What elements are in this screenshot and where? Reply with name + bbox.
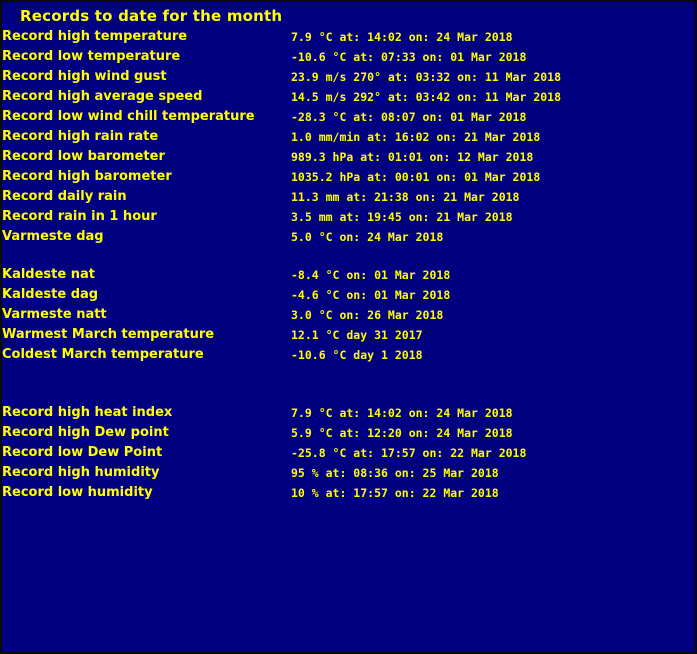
- record-label: Record high temperature: [2, 29, 188, 44]
- record-value: 1.0 mm/min at: 16:02 on: 21 Mar 2018: [291, 130, 541, 144]
- record-label: Coldest March temperature: [2, 347, 204, 362]
- record-value: 3.5 mm at: 19:45 on: 21 Mar 2018: [291, 210, 513, 224]
- table-row: [2, 227, 695, 247]
- table-row: [2, 443, 695, 463]
- record-value: 5.9 °C at: 12:20 on: 24 Mar 2018: [291, 426, 513, 440]
- record-label: Record daily rain: [2, 189, 127, 204]
- records-table-body: [2, 27, 695, 503]
- record-value: 10 % at: 17:57 on: 22 Mar 2018: [291, 486, 499, 500]
- record-label: Record high rain rate: [2, 129, 159, 144]
- table-row: [2, 147, 695, 167]
- spacer-cell: [2, 365, 695, 403]
- table-row: [2, 305, 695, 325]
- table-row: [2, 107, 695, 127]
- table-row: [2, 27, 695, 47]
- record-label: Record high Dew point: [2, 425, 169, 440]
- record-label: Varmeste natt: [2, 307, 107, 322]
- table-row: [2, 423, 695, 443]
- records-table: [2, 27, 695, 503]
- record-value: 989.3 hPa at: 01:01 on: 12 Mar 2018: [291, 150, 534, 164]
- table-row: [2, 127, 695, 147]
- record-value: -8.4 °C on: 01 Mar 2018: [291, 268, 451, 282]
- record-label: Record high average speed: [2, 89, 203, 104]
- table-spacer: [2, 365, 695, 403]
- record-label: Record high humidity: [2, 465, 160, 480]
- record-label: Record low Dew Point: [2, 445, 163, 460]
- table-row: [2, 403, 695, 423]
- record-value: 7.9 °C at: 14:02 on: 24 Mar 2018: [291, 406, 513, 420]
- record-label: Record high heat index: [2, 405, 173, 420]
- record-value: 23.9 m/s 270° at: 03:32 on: 11 Mar 2018: [291, 70, 562, 84]
- record-label: Record low temperature: [2, 49, 181, 64]
- table-row: [2, 167, 695, 187]
- record-value: 14.5 m/s 292° at: 03:42 on: 11 Mar 2018: [291, 90, 562, 104]
- table-row: [2, 285, 695, 305]
- record-label: Varmeste dag: [2, 229, 104, 244]
- record-value: -25.8 °C at: 17:57 on: 22 Mar 2018: [291, 446, 527, 460]
- table-row: [2, 483, 695, 503]
- record-label: Record low humidity: [2, 485, 153, 500]
- record-label: Kaldeste nat: [2, 267, 95, 282]
- table-spacer: [2, 247, 695, 265]
- record-value: 1035.2 hPa at: 00:01 on: 01 Mar 2018: [291, 170, 541, 184]
- record-label: Record high wind gust: [2, 69, 167, 84]
- table-row: [2, 345, 695, 365]
- table-row: [2, 325, 695, 345]
- record-value: 95 % at: 08:36 on: 25 Mar 2018: [291, 466, 499, 480]
- record-label: Record high barometer: [2, 169, 172, 184]
- record-value: 3.0 °C on: 26 Mar 2018: [291, 308, 444, 322]
- table-row: [2, 67, 695, 87]
- table-row: [2, 463, 695, 483]
- record-value: -4.6 °C on: 01 Mar 2018: [291, 288, 451, 302]
- table-row: [2, 187, 695, 207]
- record-value: 7.9 °C at: 14:02 on: 24 Mar 2018: [291, 30, 513, 44]
- record-label: Warmest March temperature: [2, 327, 215, 342]
- table-row: [2, 47, 695, 67]
- table-row: [2, 265, 695, 285]
- table-row: [2, 87, 695, 107]
- record-label: Record rain in 1 hour: [2, 209, 157, 224]
- table-row: [2, 207, 695, 227]
- record-label: Record low barometer: [2, 149, 165, 164]
- record-value: -28.3 °C at: 08:07 on: 01 Mar 2018: [291, 110, 527, 124]
- record-value: 12.1 °C day 31 2017: [291, 328, 423, 342]
- record-value: -10.6 °C at: 07:33 on: 01 Mar 2018: [291, 50, 527, 64]
- record-value: -10.6 °C day 1 2018: [291, 348, 423, 362]
- record-value: 5.0 °C on: 24 Mar 2018: [291, 230, 444, 244]
- spacer-cell: [2, 247, 695, 265]
- page-title: Records to date for the month: [20, 7, 283, 25]
- record-label: Kaldeste dag: [2, 287, 99, 302]
- record-label: Record low wind chill temperature: [2, 109, 255, 124]
- record-value: 11.3 mm at: 21:38 on: 21 Mar 2018: [291, 190, 520, 204]
